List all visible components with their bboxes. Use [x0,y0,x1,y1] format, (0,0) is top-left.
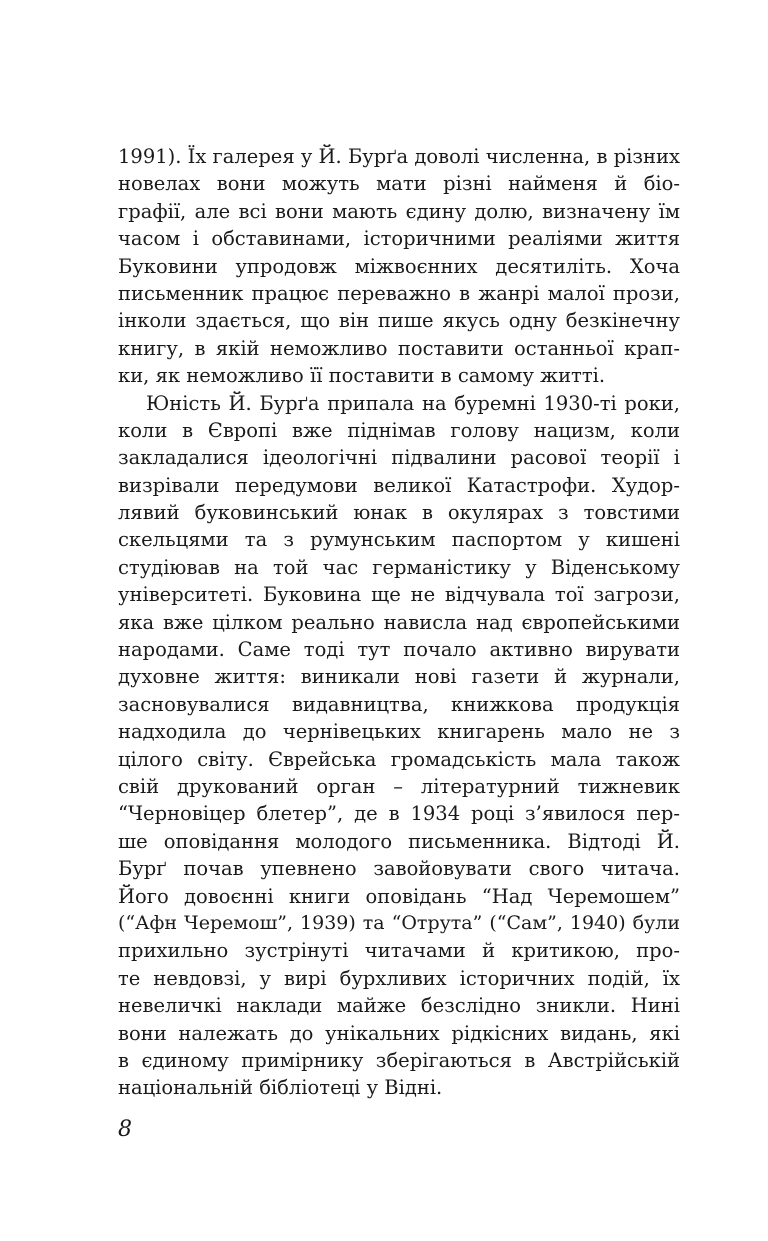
text-line: коли в Європі вже піднімав голову нацизм, коли [118,418,680,442]
text-line: вони належать до унікальних рідкісних видань, які [118,1021,680,1045]
text-line: народами. Саме тоді тут почало активно вирувати [118,638,680,662]
text-line: графії, але всі вони мають єдину долю, визначену їм [118,199,680,223]
text-line: засновувалися видавництва, книжкова продукція [118,692,680,716]
text-line: Бурґ почав упевнено завойовувати свого читача. [118,857,680,881]
text-line: часом і обставинами, історичними реаліями життя [118,227,680,251]
text-line: те невдовзі, у вирі бурхливих історичних подій, їх [118,966,680,990]
text-line: яка вже цілком реально нависла над європейськими [118,610,680,634]
text-line: лявий буковинський юнак в окулярах з товстими [118,501,680,525]
text-line: духовне життя: виникали нові газети й журнали, [118,665,680,689]
text-line: визрівали передумови великої Катастрофи. Худор- [118,473,680,497]
text-line: ше оповідання молодого письменника. Відтоді Й. [118,829,680,853]
text-line: 1991). Їх галерея у Й. Бурґа доволі численна, в різних [118,145,680,168]
text-line: Юність Й. Бурґа припала на буремні 1930-ті роки, [146,391,680,415]
text-line: інколи здається, що він пише якусь одну безкінечну [118,309,680,333]
text-line: “Черновіцер блетер”, де в 1934 році з’явилося пер- [118,802,680,826]
text-line: книгу, в якій неможливо поставити останньої крап- [118,336,680,360]
text-line: скельцями та з румунським паспортом у кишені [118,528,680,552]
text-line: невеличкі наклади майже безслідно зникли. Нині [118,994,680,1018]
text-line: студіював на той час германістику у Віденському [118,555,680,579]
text-line: цілого світу. Єврейська громадськість мала також [118,747,680,771]
text-line: закладалися ідеологічні підвалини расової теорії і [118,446,680,470]
text-line: прихильно зустрінуті читачами й критикою, про- [118,939,680,963]
text-line: Буковини упродовж міжвоєнних десятиліть. Хоча [118,254,680,278]
text-line: ки, як неможливо її поставити в самому житті. [118,364,606,388]
text-line: національній бібліотеці у Відні. [118,1076,443,1100]
text-line: письменник працює переважно в жанрі малої прози, [118,281,680,305]
text-line: (“Афн Черемош”, 1939) та “Отрута” (“Сам”, 1940) були [118,911,680,934]
page-number: 8 [118,1117,132,1142]
text-line: надходила до чернівецьких книгарень мало не з [118,720,680,744]
text-line: в єдиному примірнику зберігаються в Австрійській [118,1048,680,1072]
text-line: свій друкований орган – літературний тижневик [118,774,680,798]
body-text [118,143,680,1102]
text-line: університеті. Буковина ще не відчувала тої загрози, [118,583,680,607]
text-line: Його довоєнні книги оповідань “Над Черемошем” [118,884,680,908]
text-line: новелах вони можуть мати різні найменя й біо- [118,172,680,196]
